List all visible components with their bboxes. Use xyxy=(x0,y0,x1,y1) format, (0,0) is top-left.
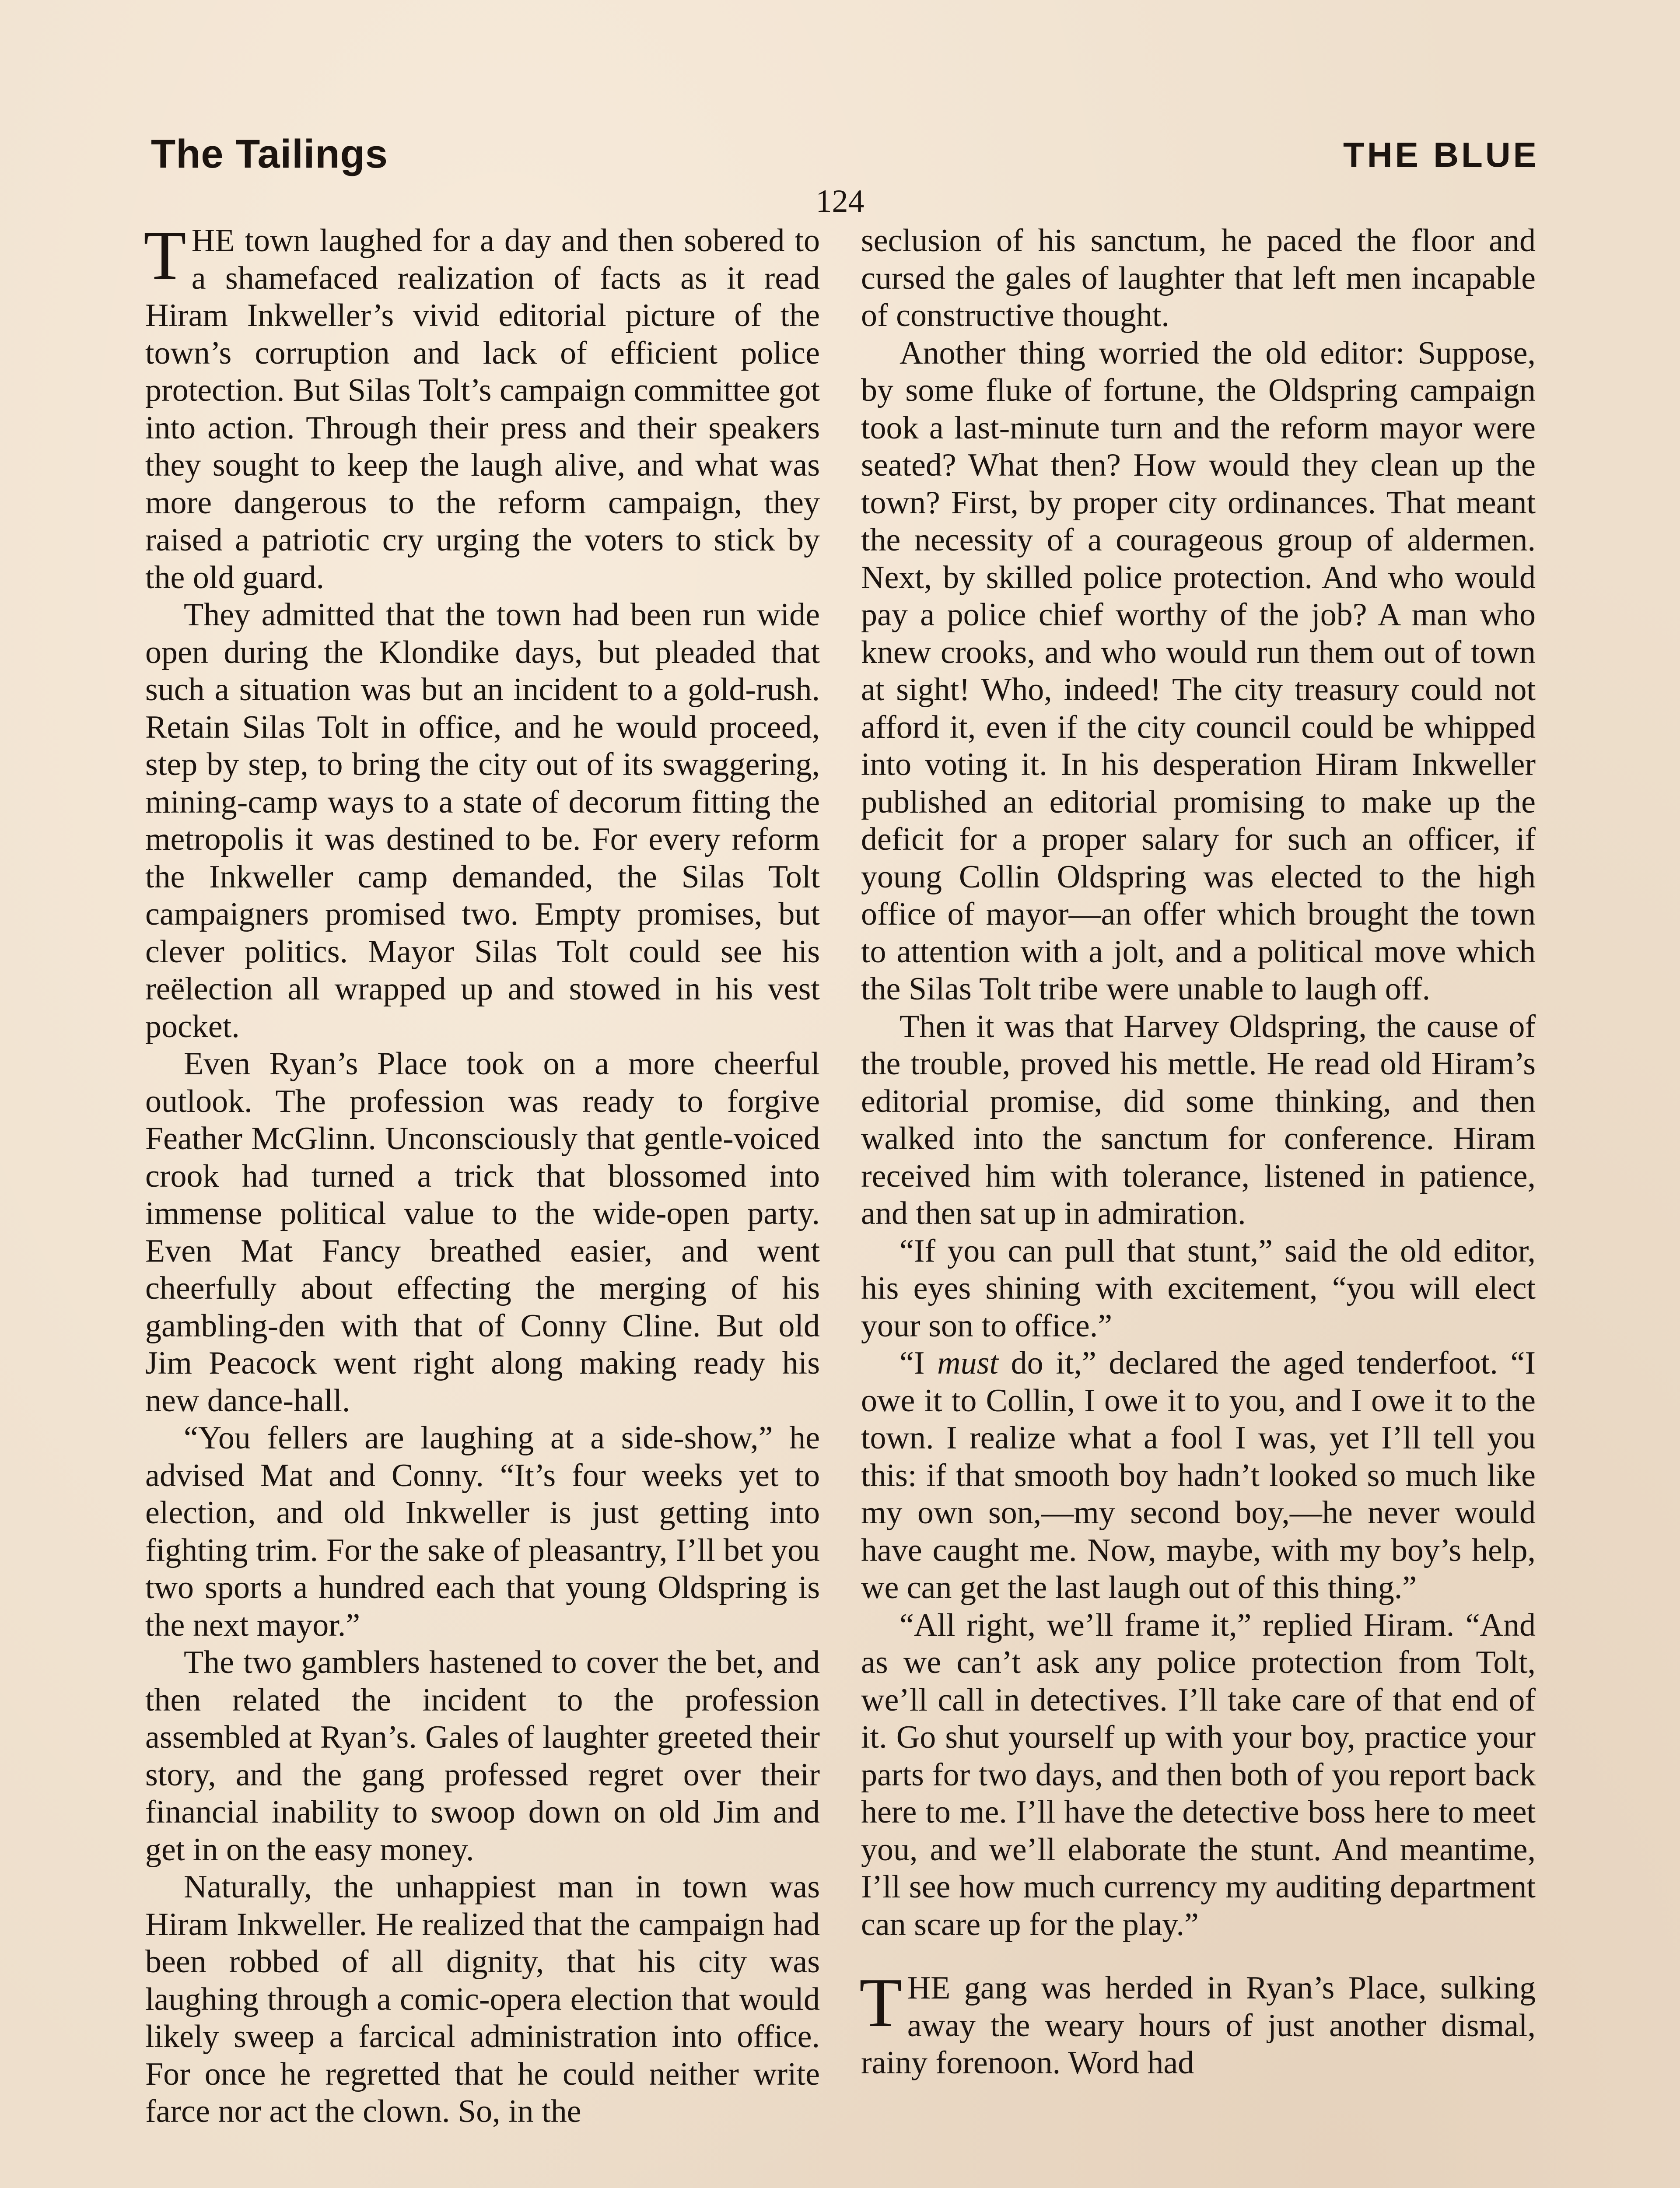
right-column xyxy=(861,222,1536,2082)
paragraph xyxy=(861,1345,1536,1607)
paragraph-text: “I xyxy=(900,1345,938,1381)
paragraph: They admitted that the town had been run wide open during the Klondike days, but pleaded that such a situation was but an incident to a gold-rush. Retain Silas Tolt in office, and he would proceed, step by step, to bring the city out of its swaggering, mining-camp ways to a state of decorum fitting the metropolis it was destined to be. For every reform the Inkweller camp demanded, the Silas Tolt campaigners promised two. Empty promises, but clever politics. Mayor Silas Tolt could see his reëlection all wrapped up and stowed in his vest pocket. xyxy=(145,597,820,1045)
page-number: 124 xyxy=(816,183,864,219)
paragraph xyxy=(144,216,820,596)
paragraph: “If you can pull that stunt,” said the old editor, his eyes shining with excitement, “you will elect your son to office.” xyxy=(861,1233,1536,1344)
paragraph: Even Ryan’s Place took on a more cheerful outlook. The profession was ready to forgive Feather McGlinn. Unconsciously that gentle-voiced crook had turned a trick that blossomed into immense political value to the wide-open party. Even Mat Fancy breathed easier, and went cheerfully about effecting the merging of his gambling-den with that of Conny Cline. But old Jim Peacock went right along making ready his new dance-hall. xyxy=(145,1046,820,1419)
paragraph: Naturally, the unhappiest man in town was Hiram Inkweller. He realized that the campaign had been robbed of all dignity, that his city was laughing through a comic-opera election that would likely sweep a farcical administration into office. For once he regretted that he could neither write farce nor act the clown. So, in the xyxy=(145,1869,820,2129)
paragraph: Another thing worried the old editor: Suppose, by some fluke of fortune, the Oldspring campaign took a last-minute turn and the reform mayor were seated? What then? How would they clean up the town? First, by proper city ordinances. That meant the necessity of a courageous group of aldermen. Next, by skilled police protection. And who would pay a police chief worthy of the job? A man who knew crooks, and who would run them out of town at sight! Who, indeed! The city treasury could not afford it, even if the city council could be whipped into voting it. In his desperation Hiram Inkweller published an editorial promising to make up the deficit for a proper salary for such an officer, if young Collin Oldspring was elected to the high office of mayor—an offer which brought the town to attention with a jolt, and a political move which the Silas Tolt tribe were unable to laugh off. xyxy=(861,335,1536,1007)
paragraph: “All right, we’ll frame it,” replied Hiram. “And as we can’t ask any police protection from Tolt, we’ll call in detectives. I’ll take care of that end of it. Go shut yourself up with your boy, practice your parts for two days, and then both of you report back here to me. I’ll have the detective boss here to meet you, and we’ll elaborate the stunt. And meantime, I’ll see how much currency my auditing department can scare up for the play.” xyxy=(861,1607,1536,1943)
paragraph: Then it was that Harvey Oldspring, the cause of the trouble, proved his mettle. He read old Hiram’s editorial promise, did some thinking, and then walked into the sanctum for conference. Hiram received him with tolerance, listened in patience, and then sat up in admiration. xyxy=(861,1008,1536,1231)
left-column xyxy=(144,216,820,2131)
paragraph xyxy=(859,1964,1536,2082)
paragraph: The two gamblers hastened to cover the bet, and then related the incident to the profession assembled at Ryan’s. Gales of laughter greeted their story, and the gang professed regret over their financial inability to swoop down on old Jim and get in on the easy money. xyxy=(145,1645,820,1868)
emphasis: must xyxy=(937,1345,998,1381)
drop-cap: T xyxy=(859,1964,902,2041)
paragraph-text: HE town laughed for a day and then sobered to a shamefaced realization of facts as it read Hiram Inkweller’s vivid editorial picture of the town’s corruption and lack of efficient police protection. But Silas Tolt’s campaign committee got into action. Through their press and their speakers they sought to keep the laugh alive, and what was more dangerous to the reform campaign, they raised a patriotic cry urging the voters to stick by the old guard. xyxy=(145,223,820,596)
drop-cap: T xyxy=(144,216,186,294)
paragraph: “You fellers are laughing at a side-show,” he advised Mat and Conny. “It’s four weeks yet to election, and old Inkweller is just getting into fighting trim. For the sake of pleasantry, I’ll bet you two sports a hundred each that young Oldspring is the next mayor.” xyxy=(145,1420,820,1643)
paragraph: seclusion of his sanctum, he paced the floor and cursed the gales of laughter that left men incapable of constructive thought. xyxy=(861,223,1536,333)
paragraph-text: do it,” declared the aged tenderfoot. “I owe it to Collin, I owe it to you, and I owe it to the town. I realize what a fool I was, yet I’ll tell you this: if that smooth boy hadn’t looked so much like my own son,—my second boy,—he never would have caught me. Now, maybe, with my boy’s help, we can get the last laugh out of this thing.” xyxy=(861,1345,1536,1606)
paragraph-text: HE gang was herded in Ryan’s Place, sulking away the weary hours of just another dismal, rainy forenoon. Word had xyxy=(861,1970,1536,2081)
magazine-title: THE BLUE xyxy=(1343,135,1539,174)
section-title: The Tailings xyxy=(151,132,388,176)
